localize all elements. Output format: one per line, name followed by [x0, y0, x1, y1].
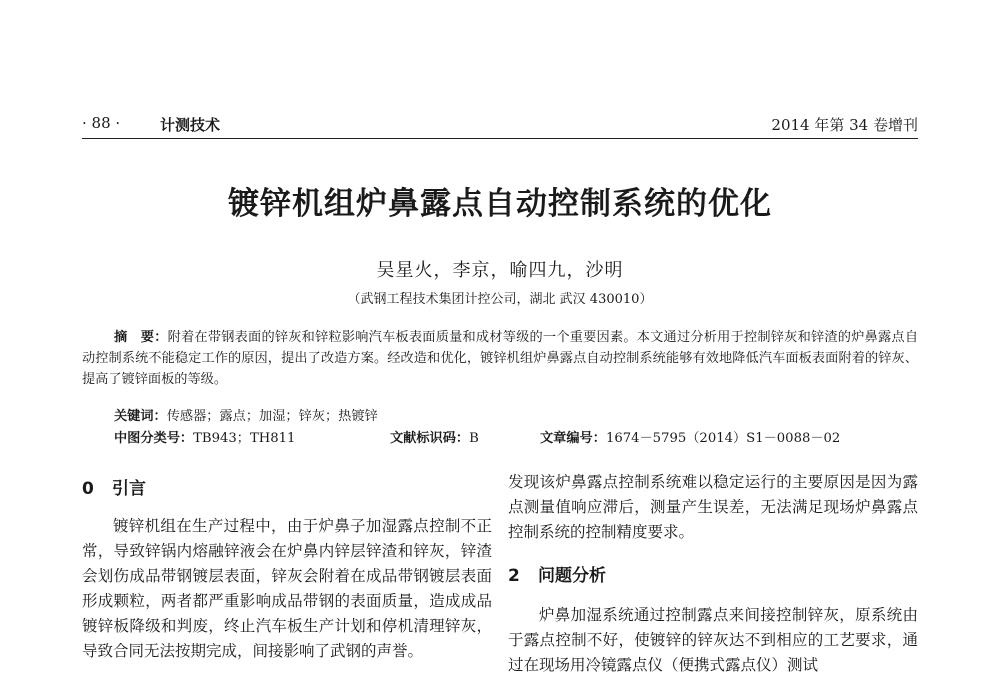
clc-label: 中图分类号： [114, 431, 194, 446]
article-no-value: 1674－5795（2014）S1－0088－02 [605, 431, 841, 446]
running-header [82, 114, 918, 136]
body-paragraph: 镀锌机组在生产过程中，由于炉鼻子加湿露点控制不正常，导致锌锅内熔融锌液会在炉鼻内锌层锌渣和锌灰，锌渣会划伤成品带钢镀层表面，锌灰会附着在成品带钢镀层表面形成颗粒，两者都严重影响成品带钢的表面质量，造成成品镀锌板降级和判废，终止汽车板生产计划和停机清理锌灰，导致合同无法按期完成，间接影响了武钢的声誉。 [82, 517, 492, 660]
section-number: 2 [508, 566, 520, 586]
doc-code-value: B [469, 431, 479, 446]
page-number: · 88 · [82, 114, 121, 132]
issue-info: 2014 年第 34 卷增刊 [771, 116, 918, 134]
section-number: 0 [82, 479, 94, 499]
abstract-text: 附着在带钢表面的锌灰和锌粒影响汽车板表面质量和成材等级的一个重要因素。本文通过分析用于控制锌灰和锌渣的炉鼻露点自动控制系统不能稳定工作的原因，提出了改造方案。经改造和优化，镀锌机组炉鼻露点自动控制系统能够有效地降低汽车面板表面附着的锌灰、提高了镀锌面板的等级。 [82, 330, 919, 387]
body-paragraph-continued: 发现该炉鼻露点控制系统难以稳定运行的主要原因是因为露点测量值响应滞后，测量产生误差，无法满足现场炉鼻露点控制系统的控制精度要求。 [508, 473, 918, 541]
keywords-text: 传感器；露点；加湿；锌灰；热镀锌 [166, 409, 378, 424]
section-title: 引言 [112, 479, 146, 499]
section-heading-intro [82, 476, 492, 502]
section-heading-analysis [508, 563, 918, 589]
article-number [540, 427, 840, 446]
section-title: 问题分析 [538, 566, 606, 586]
keywords-label: 关键词： [114, 409, 167, 424]
body-paragraph: 炉鼻加湿系统通过控制露点来间接控制锌灰，原系统由于露点控制不好，使镀锌的锌灰达不到相应的工艺要求，通过在现场用冷镜露点仪（便携式露点仪）测试 [508, 606, 918, 674]
left-column [82, 476, 492, 664]
author-list: 吴星火，李京，喻四九，沙明 [376, 260, 624, 281]
keywords [114, 405, 378, 424]
right-column [508, 470, 918, 678]
doc-code-label: 文献标识码： [390, 431, 470, 446]
abstract [82, 327, 918, 390]
clc-number [114, 427, 295, 446]
journal-name: 计测技术 [160, 116, 221, 134]
affiliation: （武钢工程技术集团计控公司，湖北 武汉 430010） [347, 292, 653, 307]
clc-value: TB943；TH811 [193, 431, 296, 446]
header-rule [82, 138, 918, 139]
article-no-label: 文章编号： [540, 431, 606, 446]
paper-title: 镀锌机组炉鼻露点自动控制系统的优化 [228, 186, 772, 222]
document-code [390, 427, 479, 446]
abstract-label: 摘 要： [114, 330, 168, 345]
